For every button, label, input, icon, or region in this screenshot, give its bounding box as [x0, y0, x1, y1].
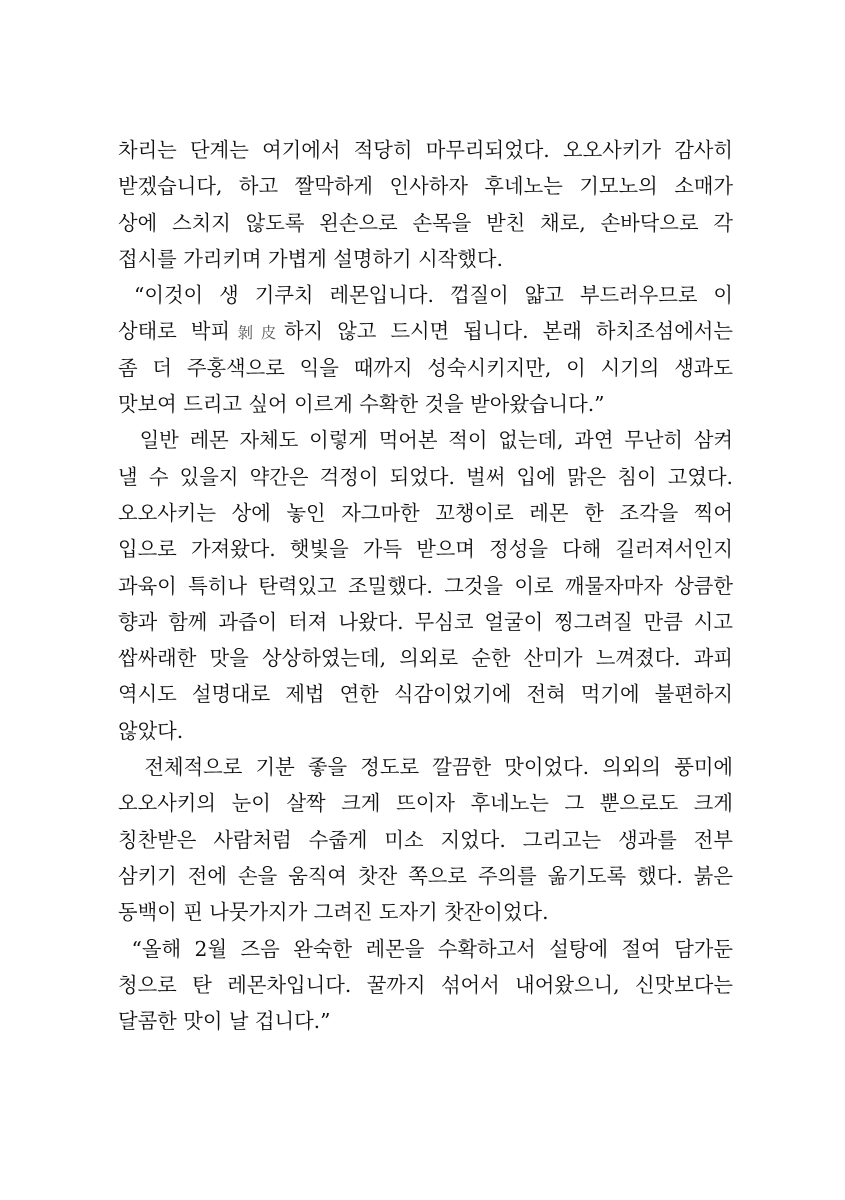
text-line: 역시도 설명대로 제법 연한 식감이었기에 전혀 먹기에 불편하지: [118, 682, 733, 707]
hanja-annotation: 剝皮: [230, 324, 284, 343]
body-text: [118, 132, 733, 1039]
text-line: “이것이 생 기쿠치 레몬입니다. 껍질이 얇고 부드러우므로 이: [118, 283, 733, 308]
text-line: 받겠습니다, 하고 짤막하게 인사하자 후네노는 기모노의 소매가: [118, 174, 733, 199]
text-line: 차리는 단계는 여기에서 적당히 마무리되었다. 오오사키가 감사히: [118, 138, 733, 162]
text-line: 않았다.: [118, 718, 184, 743]
text-line: 맛보여 드리고 싶어 이르게 수확한 것을 받아왔습니다.”: [118, 392, 605, 417]
text-line: 청으로 탄 레몬차입니다. 꿀까지 섞어서 내어왔으니, 신맛보다는: [118, 972, 733, 997]
text-line: 입으로 가져왔다. 햇빛을 가득 받으며 정성을 다해 길러져서인지: [118, 537, 733, 562]
text-line: 오오사키는 상에 놓인 자그마한 꼬챙이로 레몬 한 조각을 찍어: [118, 500, 733, 525]
text-line: 쌉싸래한 맛을 상상하였는데, 의외로 순한 산미가 느껴졌다. 과피: [118, 646, 733, 671]
text-line: 오오사키의 눈이 살짝 크게 뜨이자 후네노는 그 뿐으로도 크게: [118, 791, 733, 816]
text-line: 향과 함께 과즙이 터져 나왔다. 무심코 얼굴이 찡그려질 만큼 시고: [118, 609, 733, 634]
text-line: 낼 수 있을지 약간은 걱정이 되었다. 벌써 입에 맑은 침이 고였다.: [118, 464, 733, 489]
text-line: [118, 313, 733, 349]
text-line: 동백이 핀 나뭇가지가 그려진 도자기 찻잔이었다.: [118, 900, 549, 925]
text-line: 상에 스치지 않도록 왼손으로 손목을 받친 채로, 손바닥으로 각: [118, 210, 733, 235]
text-line: 접시를 가리키며 가볍게 설명하기 시작했다.: [118, 246, 503, 271]
text-line: 삼키기 전에 손을 움직여 찻잔 쪽으로 주의를 옮기도록 했다. 붉은: [118, 863, 733, 888]
text-line: 일반 레몬 자체도 이렇게 먹어본 적이 없는데, 과연 무난히 삼켜: [118, 428, 733, 453]
text-line: 과육이 특히나 탄력있고 조밀했다. 그것을 이로 깨물자마자 상큼한: [118, 573, 733, 598]
text-segment: 상태로 박피: [118, 319, 231, 344]
text-line: “올해 2월 즈음 완숙한 레몬을 수확하고서 설탕에 절여 담가둔: [118, 936, 733, 961]
text-segment: 하지 않고 드시면 됩니다. 본래 하치조섬에서는: [283, 319, 733, 344]
text-line: 달콤한 맛이 날 겁니다.”: [118, 1009, 331, 1034]
text-line: 좀 더 주홍색으로 익을 때까지 성숙시키지만, 이 시기의 생과도: [118, 355, 733, 380]
text-line: 전체적으로 기분 좋을 정도로 깔끔한 맛이었다. 의외의 풍미에: [118, 755, 733, 780]
text-line: 칭찬받은 사람처럼 수줍게 미소 지었다. 그리고는 생과를 전부: [118, 827, 733, 852]
